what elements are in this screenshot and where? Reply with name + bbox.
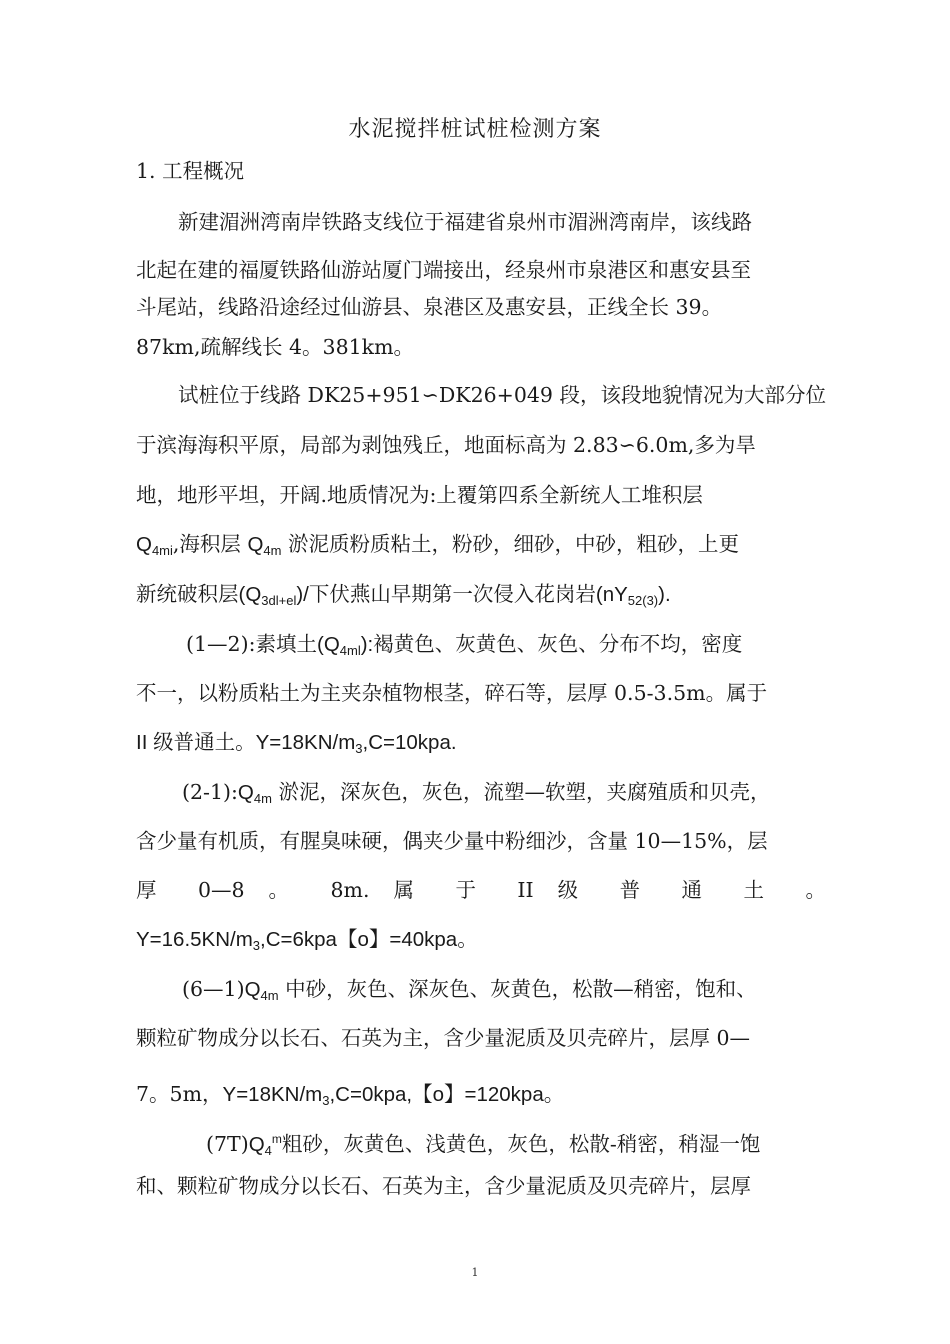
page-number: 1 bbox=[471, 1266, 479, 1279]
text-run: 新统破积层 bbox=[136, 582, 239, 606]
text-run: 褐黄色、灰黄色、灰色、分布不均，密度 bbox=[373, 632, 743, 656]
paragraph-line: 厚 0—8 。 8m. 属 于 II 级 普 通 土 。 bbox=[136, 878, 826, 902]
formula-symbol: ,C=10kpa. bbox=[362, 731, 457, 754]
formula-symbol: (nY bbox=[595, 583, 628, 606]
formula-symbol: Y=16.5KN/m bbox=[136, 928, 253, 951]
formula-subscript: 4mi bbox=[151, 543, 173, 558]
formula-symbol: ). bbox=[658, 583, 671, 606]
formula-symbol: ): bbox=[360, 633, 374, 656]
formula-subscript: 4ml bbox=[339, 643, 361, 658]
formula-symbol: (Q bbox=[317, 633, 340, 656]
paragraph-line bbox=[136, 1080, 826, 1115]
paragraph-line bbox=[136, 530, 826, 565]
formula-subscript: 3dl+el bbox=[261, 593, 297, 608]
text-run: 。 bbox=[543, 1082, 565, 1106]
formula-subscript: 4m bbox=[253, 791, 272, 806]
paragraph-line: 颗粒矿物成分以长石、石英为主，含少量泥质及贝壳碎片，层厚 0— bbox=[136, 1026, 751, 1050]
paragraph-line: 斗尾站，线路沿途经过仙游县、泉港区及惠安县，正线全长 39。 bbox=[136, 295, 723, 319]
text-run: (6—1) bbox=[182, 977, 245, 1001]
text-run: (1—2):素填土 bbox=[186, 632, 317, 656]
paragraph-line bbox=[136, 580, 826, 615]
formula-subscript: 4m bbox=[260, 988, 279, 1003]
paragraph-line bbox=[206, 1125, 826, 1165]
paragraph-line bbox=[136, 728, 826, 763]
formula-subscript: 4m bbox=[263, 543, 282, 558]
paragraph-line bbox=[136, 925, 826, 960]
text-run: 下伏燕山早期第一次侵入花岗岩 bbox=[308, 582, 596, 606]
formula-symbol: Q bbox=[248, 1133, 265, 1156]
paragraph-line: 和、颗粒矿物成分以长石、石英为主，含少量泥质及贝壳碎片，层厚 bbox=[136, 1174, 751, 1198]
formula-symbol: Y=18KN/m bbox=[255, 731, 356, 754]
formula-symbol: (Q bbox=[238, 583, 262, 606]
text-run: 淤泥，深灰色，灰色，流塑—软塑，夹腐殖质和贝壳， bbox=[271, 780, 771, 804]
paragraph-line: 不一，以粉质粘土为主夹杂植物根茎，碎石等，层厚 0.5-3.5m。属于 bbox=[136, 681, 768, 705]
formula-superscript: m bbox=[271, 1132, 282, 1146]
formula-subscript: 4 bbox=[264, 1143, 272, 1158]
text-run: 粗砂，灰黄色、浅黄色，灰色，松散-稍密，稍湿一饱 bbox=[281, 1132, 761, 1156]
formula-symbol: Q bbox=[247, 533, 264, 556]
formula-subscript: 52(3) bbox=[627, 593, 659, 608]
formula-symbol: Q bbox=[237, 781, 254, 804]
formula-symbol: II bbox=[136, 731, 154, 754]
formula-symbol: Q bbox=[136, 533, 152, 556]
text-run: 级普通土。 bbox=[153, 730, 256, 754]
formula-symbol: Q bbox=[244, 978, 261, 1001]
paragraph-line bbox=[182, 778, 826, 813]
paragraph-line: 新建湄洲湾南岸铁路支线位于福建省泉州市湄洲湾南岸，该线路 bbox=[178, 210, 752, 234]
paragraph-line: 于滨海海积平原，局部为剥蚀残丘，地面标高为 2.83∽6.0m,多为旱 bbox=[136, 433, 756, 457]
paragraph-line: 地，地形平坦，开阔.地质情况为:上覆第四系全新统人工堆积层 bbox=[136, 483, 703, 507]
text-run: 淤泥质粉质粘土，粉砂，细砂，中砂，粗砂，上更 bbox=[281, 532, 739, 556]
paragraph-line: 含少量有机质，有腥臭味硬，偶夹少量中粉细沙，含量 10—15%，层 bbox=[136, 829, 768, 853]
formula-subscript: 3 bbox=[355, 741, 363, 756]
text-run: (2-1): bbox=[182, 780, 238, 804]
text-run: (7T) bbox=[206, 1132, 249, 1156]
formula-subscript: 3 bbox=[322, 1093, 330, 1108]
text-run: 中砂，灰色、深灰色、灰黄色，松散—稍密，饱和、 bbox=[278, 977, 757, 1001]
paragraph-line bbox=[186, 630, 826, 665]
text-run: ,海积层 bbox=[172, 532, 248, 556]
formula-subscript: 3 bbox=[252, 938, 261, 953]
paragraph-line: 试桩位于线路 DK25+951∽DK26+049 段，该段地貌情况为大部分位 bbox=[178, 383, 826, 407]
paragraph-line bbox=[182, 975, 826, 1010]
paragraph-line: 北起在建的福厦铁路仙游站厦门端接出，经泉州市泉港区和惠安县至 bbox=[136, 258, 751, 282]
formula-symbol: ,C=0kpa,【o】=120kpa bbox=[329, 1083, 544, 1106]
text-run: 。 bbox=[457, 927, 478, 951]
text-run: 7。5m， bbox=[136, 1082, 223, 1106]
formula-symbol: ,C=6kpa【o】=40kpa bbox=[260, 928, 458, 951]
formula-symbol: Y=18KN/m bbox=[222, 1083, 323, 1106]
section-heading: 1. 工程概况 bbox=[136, 159, 245, 183]
document-title: 水泥搅拌桩试桩检测方案 bbox=[348, 117, 602, 142]
paragraph-line: 87km,疏解线长 4。381km。 bbox=[136, 335, 415, 359]
formula-symbol: )/ bbox=[296, 583, 309, 606]
